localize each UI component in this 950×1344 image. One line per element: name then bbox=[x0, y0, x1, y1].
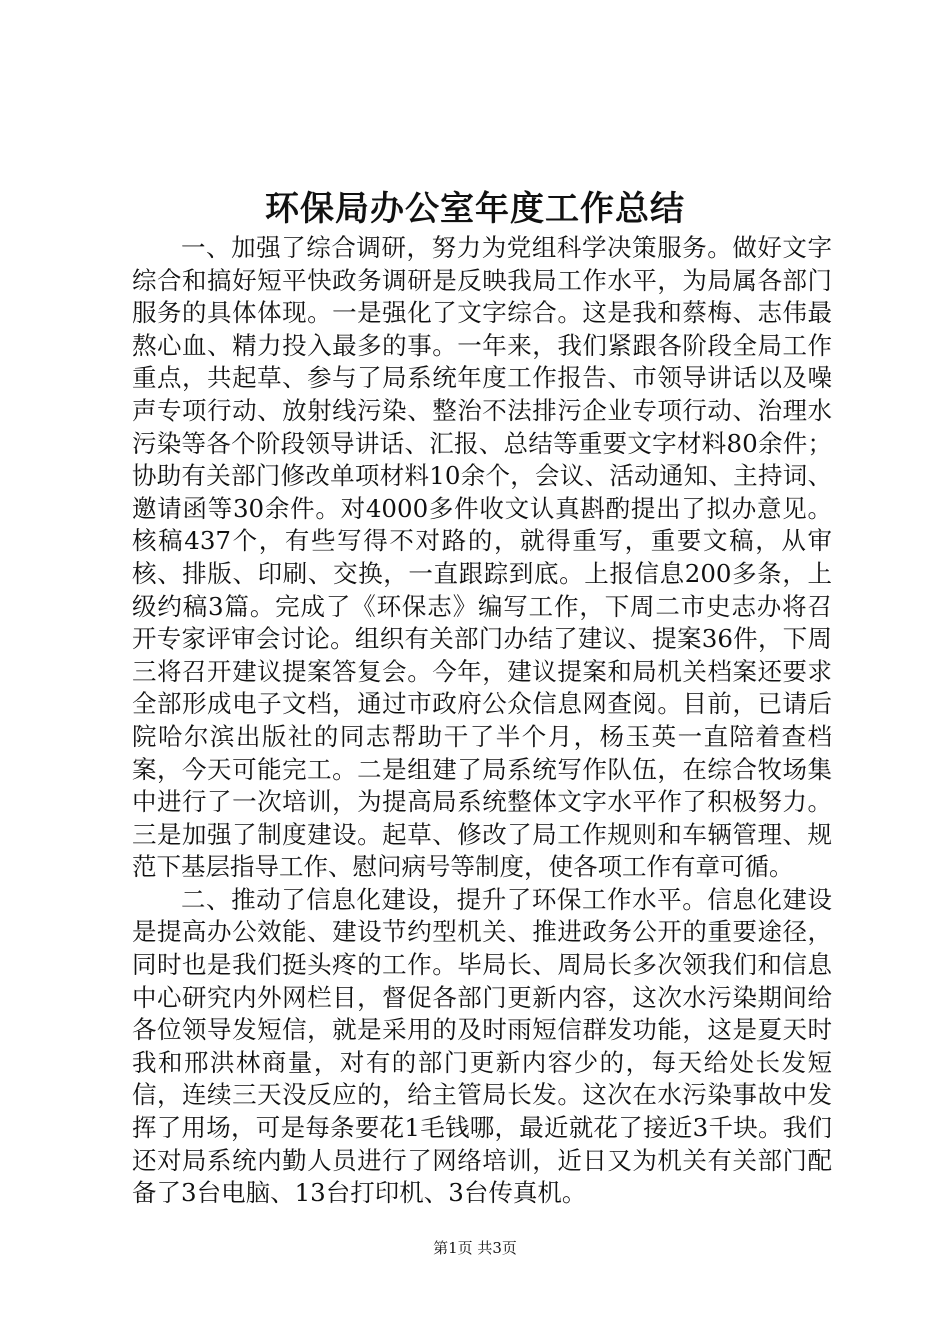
document-title: 环保局办公室年度工作总结 bbox=[265, 189, 685, 229]
paragraph-1: 一、加强了综合调研，努力为党组科学决策服务。做好文字综合和搞好短平快政务调研是反映我局工作水平，为局属各部门服务的具体体现。一是强化了文字综合。这是我和蔡梅、志伟最熬心血、精力投入最多的事。一年来，我们紧跟各阶段全局工作重点，共起草、参与了局系统年度工作报告、市领导讲话以及噪声专项行动、放射线污染、整治不法排污企业专项行动、治理水污染等各个阶段领导讲话、汇报、总结等重要文字材料80余件；协助有关部门修改单项材料10余个，会议、活动通知、主持词、邀请函等30余件。对4000多件收文认真斟酌提出了拟办意见。核稿437个，有些写得不对路的，就得重写，重要文稿，从审核、排版、印刷、交换，一直跟踪到底。上报信息200多条，上级约稿3篇。完成了《环保志》编写工作，下周二市史志办将召开专家评审会讨论。组织有关部门办结了建议、提案36件，下周三将召开建议提案答复会。今年，建议提案和局机关档案还要求全部形成电子文档，通过市政府公众信息网查阅。目前，已请后院哈尔滨出版社的同志帮助干了半个月，杨玉英一直陪着查档案，今天可能完工。二是组建了局系统写作队伍，在综合牧场集中进行了一次培训，为提高局系统整体文字水平作了积极努力。三是加强了制度建设。起草、修改了局工作规则和车辆管理、规范下基层指导工作、慰问病号等制度，使各项工作有章可循。 bbox=[132, 233, 832, 882]
paragraph-2: 二、推动了信息化建设，提升了环保工作水平。信息化建设是提高办公效能、建设节约型机关、推进政务公开的重要途径，同时也是我们挺头疼的工作。毕局长、周局长多次领我们和信息中心研究内外网栏目，督促各部门更新内容，这次水污染期间给各位领导发短信，就是采用的及时雨短信群发功能，这是夏天时我和邢洪林商量，对有的部门更新内容少的，每天给处长发短信，连续三天没反应的，给主管局长发。这次在水污染事故中发挥了用场，可是每条要花1毛钱哪，最近就花了接近3千块。我们还对局系统内勤人员进行了网络培训，近日又为机关有关部门配备了3台电脑、13台打印机、3台传真机。 bbox=[132, 884, 832, 1208]
page-footer: 第1页 共3页 bbox=[433, 1239, 517, 1257]
document-body bbox=[132, 232, 832, 1210]
